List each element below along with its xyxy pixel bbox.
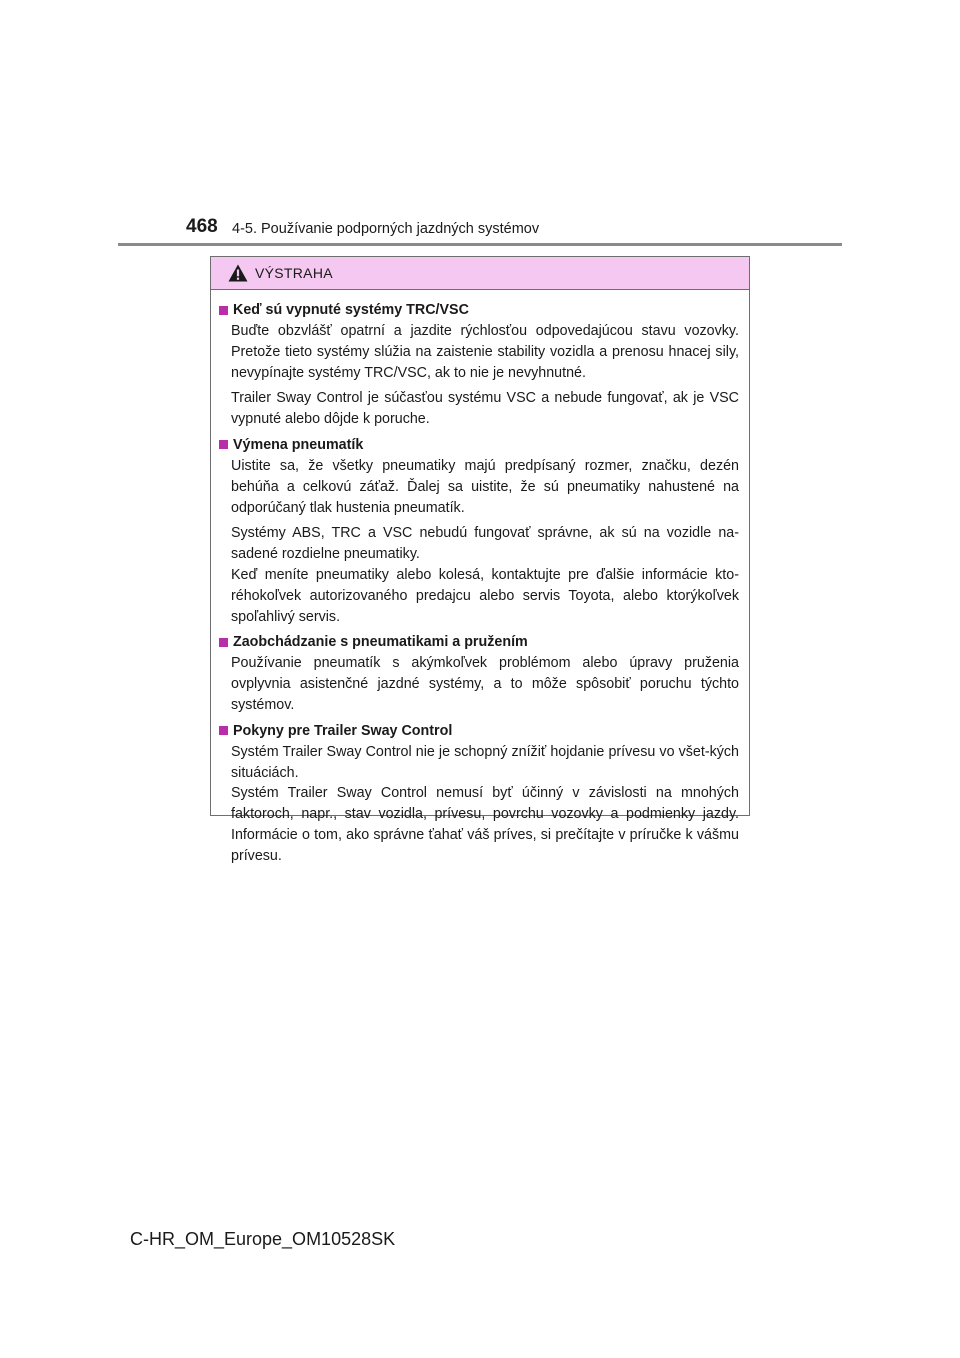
item-paragraph: Používanie pneumatík s akýmkoľvek problémom alebo úpravy pruženia ovplyvnia asistenčné jazdné systémy, a to môže spôsobiť poruchu týchto systémov. <box>231 655 739 713</box>
header-divider <box>118 243 842 246</box>
square-bullet-icon <box>219 638 228 647</box>
warning-item-trailer-sway <box>219 721 739 867</box>
square-bullet-icon <box>219 726 228 735</box>
page-number: 468 <box>186 216 218 237</box>
warning-item-trc-vsc-off <box>219 300 739 430</box>
warning-title: VÝSTRAHA <box>255 265 333 281</box>
item-paragraph: Buďte obzvlášť opatrní a jazdite rýchlosťou odpovedajúcou stavu vozovky. Pretože tieto systémy slúžia na zaistenie stability vozidla a prenosu hnacej sily, nevypínajte systémy TRC/VSC, ak to nie je nevyhnutné. <box>231 323 739 381</box>
warning-body <box>211 290 749 867</box>
warning-box <box>210 256 750 864</box>
item-heading-text: Výmena pneumatík <box>233 436 364 453</box>
warning-triangle-icon <box>228 264 248 282</box>
item-heading-text: Keď sú vypnuté systémy TRC/VSC <box>233 302 469 318</box>
document-code: C-HR_OM_Europe_OM10528SK <box>130 1229 396 1249</box>
item-heading <box>219 435 739 455</box>
warning-header <box>211 257 749 290</box>
item-paragraph: Uistite sa, že všetky pneumatiky majú predpísaný rozmer, značku, dezén behúňa a celkovú záťaž. Ďalej sa uistite, že sú pneumatiky nahustené na odporúčaný tlak hustenia pneumatík. <box>231 457 739 516</box>
item-heading-text: Zaobchádzanie s pneumatikami a pružením <box>233 634 528 651</box>
item-paragraph: Trailer Sway Control je súčasťou systému VSC a nebude fungovať, ak je VSC vypnuté alebo dôjde k poruche. <box>231 390 739 428</box>
warning-item-tires-suspension <box>219 632 739 715</box>
item-paragraph: Systémy ABS, TRC a VSC nebudú fungovať správne, ak sú na vozidle na-sadené rozdielne pneumatiky. Keď meníte pneumatiky alebo kolesá, kontaktujte pre ďalšie informácie kto-réhokoľvek autorizovaného predajcu alebo servis Toyota, alebo ktorýkoľvek spoľahlivý servis. <box>231 525 739 625</box>
item-paragraph: Systém Trailer Sway Control nie je schopný znížiť hojdanie prívesu vo všet-kých situáciách. Systém Trailer Sway Control nemusí byť účinný v závislosti na mnohých faktoroch, napr., stav vozidla, prívesu, povrchu vozovky a podmienky jazdy. Informácie o tom, ako správne ťahať váš príves, si prečítajte v príručke k vášmu prívesu. <box>231 743 739 864</box>
item-heading <box>219 300 739 320</box>
item-heading <box>219 632 739 652</box>
square-bullet-icon <box>219 440 228 449</box>
item-heading-text: Pokyny pre Trailer Sway Control <box>233 722 453 739</box>
square-bullet-icon <box>219 306 228 315</box>
warning-item-tire-replacement <box>219 435 739 627</box>
section-title: 4-5. Používanie podporných jazdných systémov <box>232 221 540 237</box>
item-heading <box>219 721 739 741</box>
